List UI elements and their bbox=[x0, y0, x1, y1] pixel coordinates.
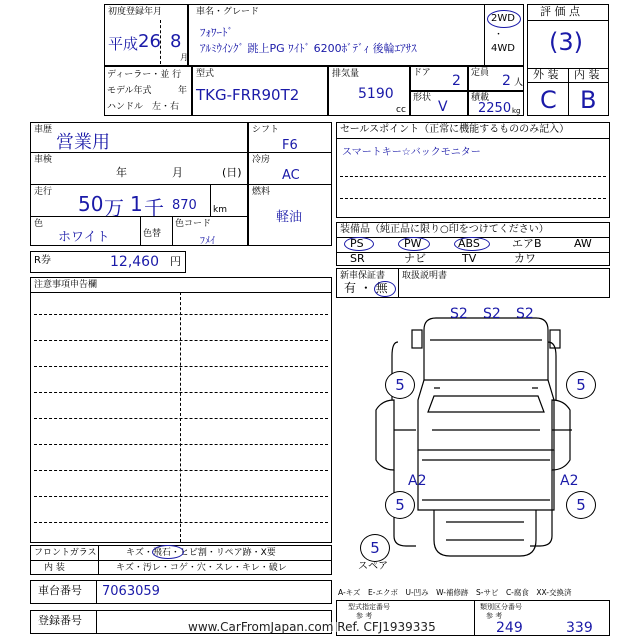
inspection-year: 年 bbox=[116, 166, 127, 179]
fuel-value: 軽油 bbox=[276, 210, 303, 225]
reg-label: 登録番号 bbox=[38, 614, 82, 627]
class-no-sub: 参 考 bbox=[486, 612, 503, 620]
interior-label: 内 装 bbox=[574, 68, 600, 81]
divider bbox=[34, 340, 328, 341]
divider bbox=[398, 268, 399, 298]
divider bbox=[336, 138, 610, 139]
divider bbox=[527, 20, 609, 21]
chassis-label: 車台番号 bbox=[38, 584, 82, 597]
inspection-label: 車検 bbox=[34, 155, 53, 165]
damage-a2-left: A2 bbox=[408, 473, 427, 489]
recycle-label: R券 bbox=[34, 255, 51, 266]
recycle-box bbox=[30, 251, 186, 273]
damage-bottom-right: 5 bbox=[566, 491, 596, 519]
glass-value: キズ・飛石・ヒビ割・リペア跡・X要 bbox=[126, 548, 276, 558]
load-label: 積載 bbox=[471, 93, 490, 103]
interior-cond-label: 内 装 bbox=[44, 563, 65, 573]
model-label: 型式 bbox=[196, 69, 215, 79]
divider bbox=[248, 184, 332, 185]
equip-pw: PW bbox=[404, 237, 422, 250]
inspection-day: (日) bbox=[222, 166, 242, 179]
color-code: ﾌﾒｲ bbox=[200, 236, 215, 247]
sales-point-value: スマートキー☆バックモニター bbox=[342, 147, 481, 158]
capacity-value: 2 bbox=[502, 73, 511, 89]
mileage-man: 50 bbox=[78, 192, 104, 216]
equip-navi: ナビ bbox=[404, 252, 426, 265]
class-no-label: 類別区分番号 bbox=[480, 603, 522, 611]
color-change-label: 色替 bbox=[143, 229, 162, 239]
damage-legend: A-キズ E-エクボ U-凹み W-補修跡 S-サビ C-腐食 XX-交換済 bbox=[338, 588, 572, 597]
divider bbox=[34, 444, 328, 445]
color-code-label: 色コード bbox=[175, 219, 212, 229]
capacity-label: 定員 bbox=[471, 68, 490, 78]
divider bbox=[30, 152, 248, 153]
divider bbox=[30, 292, 332, 293]
first-reg-year: 26 bbox=[138, 31, 161, 52]
color-value: ホワイト bbox=[58, 230, 110, 245]
drive-dot: ・ bbox=[494, 30, 504, 40]
first-reg-era: 平成 bbox=[108, 35, 139, 53]
mileage-rest: 870 bbox=[172, 198, 197, 213]
first-reg-label: 初度登録年月 bbox=[108, 7, 163, 17]
car-name-label: 車名・グレード bbox=[196, 7, 260, 17]
damage-s2-right: S2 bbox=[516, 306, 534, 322]
divider bbox=[98, 545, 99, 575]
divider bbox=[474, 600, 475, 636]
warranty-label: 新車保証書 bbox=[340, 271, 386, 281]
recycle-unit: 円 bbox=[170, 255, 181, 268]
car-name-line1: ﾌｫﾜｰﾄﾞ bbox=[200, 26, 233, 39]
dealer-label: ディーラー・並 行 bbox=[107, 70, 182, 80]
class-no-value: 339 bbox=[566, 620, 593, 636]
equip-ps-circle bbox=[344, 237, 374, 251]
divider bbox=[340, 198, 606, 199]
mileage-sen-unit: 千 bbox=[144, 196, 164, 220]
shift-value: F6 bbox=[282, 138, 298, 153]
drive-4wd: 4WD bbox=[491, 43, 515, 54]
doors-label: ドア bbox=[413, 68, 431, 78]
mileage-label: 走行 bbox=[34, 187, 53, 197]
divider bbox=[340, 176, 606, 177]
car-name-line2: ｱﾙﾐｳｲﾝｸﾞ 跳上PG ﾜｲﾄﾞ 6200ﾎﾞﾃﾞｨ 後輪ｴｱｻｽ bbox=[200, 42, 417, 55]
damage-top-right: 5 bbox=[566, 371, 596, 399]
displacement-value: 5190 bbox=[358, 86, 394, 102]
damage-s2-left: S2 bbox=[450, 306, 468, 322]
handle-label: ハンドル 左・右 bbox=[107, 102, 180, 112]
glass-label: フロントガラス bbox=[34, 548, 97, 558]
spare-tire: 5 bbox=[360, 534, 390, 562]
spare-label: スペア bbox=[358, 561, 388, 572]
ac-value: AC bbox=[282, 168, 300, 183]
notes-box bbox=[30, 277, 332, 543]
mileage-unit: km bbox=[213, 205, 227, 215]
displacement-unit: cc bbox=[396, 105, 406, 115]
type-spec-sub: 参 考 bbox=[356, 612, 373, 620]
damage-bottom-left: 5 bbox=[385, 491, 415, 519]
divider bbox=[34, 314, 328, 315]
divider bbox=[140, 216, 141, 246]
damage-top-left: 5 bbox=[385, 371, 415, 399]
equip-abs-circle bbox=[454, 237, 490, 251]
divider bbox=[34, 366, 328, 367]
divider bbox=[34, 392, 328, 393]
fuel-label: 燃料 bbox=[252, 187, 271, 197]
load-unit: kg bbox=[512, 107, 521, 115]
rating-label: 評 価 点 bbox=[540, 5, 580, 18]
divider bbox=[568, 68, 569, 116]
equip-airbag: エアB bbox=[512, 237, 542, 250]
equip-sr: SR bbox=[350, 252, 365, 265]
interior-grade: B bbox=[580, 86, 597, 114]
type-spec-label: 型式指定番号 bbox=[348, 603, 390, 611]
booklet-label: 取扱説明書 bbox=[402, 271, 448, 281]
notes-label: 注意事項申告欄 bbox=[34, 280, 98, 290]
watermark: www.CarFromJapan.com Ref. CFJ1939335 bbox=[188, 620, 436, 634]
ac-label: 冷房 bbox=[252, 155, 271, 165]
first-reg-month: 8 bbox=[170, 31, 182, 52]
divider bbox=[30, 560, 332, 561]
mileage-sen: 1 bbox=[130, 192, 143, 216]
glass-circle bbox=[152, 545, 184, 559]
equipment-label: 装備品（純正品に限り○印をつけてください） bbox=[340, 224, 549, 235]
recycle-value: 12,460 bbox=[110, 254, 159, 270]
mileage-man-unit: 万 bbox=[104, 196, 124, 220]
divider bbox=[210, 184, 211, 216]
warranty-value: 有 ・ 無 bbox=[344, 281, 388, 295]
divider bbox=[30, 184, 248, 185]
model-year-unit: 年 bbox=[178, 86, 188, 96]
equip-leather: カワ bbox=[514, 252, 536, 265]
divider bbox=[527, 82, 609, 83]
shape-value: V bbox=[438, 99, 448, 115]
model-year-label: モデル年式 bbox=[107, 86, 152, 96]
displacement-label: 排気量 bbox=[332, 69, 360, 79]
equip-pw-circle bbox=[398, 237, 430, 251]
divider bbox=[172, 216, 173, 246]
damage-a2-right: A2 bbox=[560, 473, 579, 489]
equip-abs: ABS bbox=[458, 237, 480, 250]
sales-point-box bbox=[336, 122, 610, 218]
first-reg-month-unit: 月 bbox=[180, 53, 188, 62]
exterior-label: 外 装 bbox=[533, 68, 559, 81]
divider bbox=[34, 496, 328, 497]
usage-label: 車歴 bbox=[34, 125, 53, 135]
divider bbox=[34, 470, 328, 471]
divider bbox=[248, 152, 332, 153]
shift-label: シフト bbox=[252, 125, 280, 135]
inspection-month: 月 bbox=[172, 166, 183, 179]
doors-value: 2 bbox=[452, 73, 461, 89]
chassis-value: 7063059 bbox=[102, 584, 160, 599]
divider bbox=[30, 216, 248, 217]
sales-point-label: セールスポイント（正常に機能するもののみ記入） bbox=[340, 124, 570, 135]
divider bbox=[180, 292, 181, 542]
drive-2wd: 2WD bbox=[491, 13, 515, 24]
rating-value: (3) bbox=[549, 28, 583, 56]
exterior-grade: C bbox=[540, 86, 557, 114]
shape-label: 形状 bbox=[413, 93, 432, 103]
equip-aw: AW bbox=[574, 237, 592, 250]
divider bbox=[484, 4, 485, 66]
interior-cond-value: キズ・汚レ・コゲ・穴・スレ・キレ・破レ bbox=[116, 563, 287, 573]
type-spec-value: 249 bbox=[496, 620, 523, 636]
usage-value: 営業用 bbox=[56, 132, 110, 153]
divider bbox=[96, 610, 97, 634]
color-label: 色 bbox=[34, 219, 44, 229]
model-value: TKG-FRR90T2 bbox=[196, 86, 300, 104]
warranty-circle bbox=[374, 281, 396, 297]
damage-s2-center: S2 bbox=[483, 306, 501, 322]
divider bbox=[34, 418, 328, 419]
equip-ps: PS bbox=[350, 237, 364, 250]
load-value: 2250 bbox=[478, 101, 512, 116]
equip-tv: TV bbox=[462, 252, 477, 265]
divider bbox=[34, 522, 328, 523]
capacity-unit: 人 bbox=[514, 78, 524, 88]
divider bbox=[96, 580, 97, 604]
